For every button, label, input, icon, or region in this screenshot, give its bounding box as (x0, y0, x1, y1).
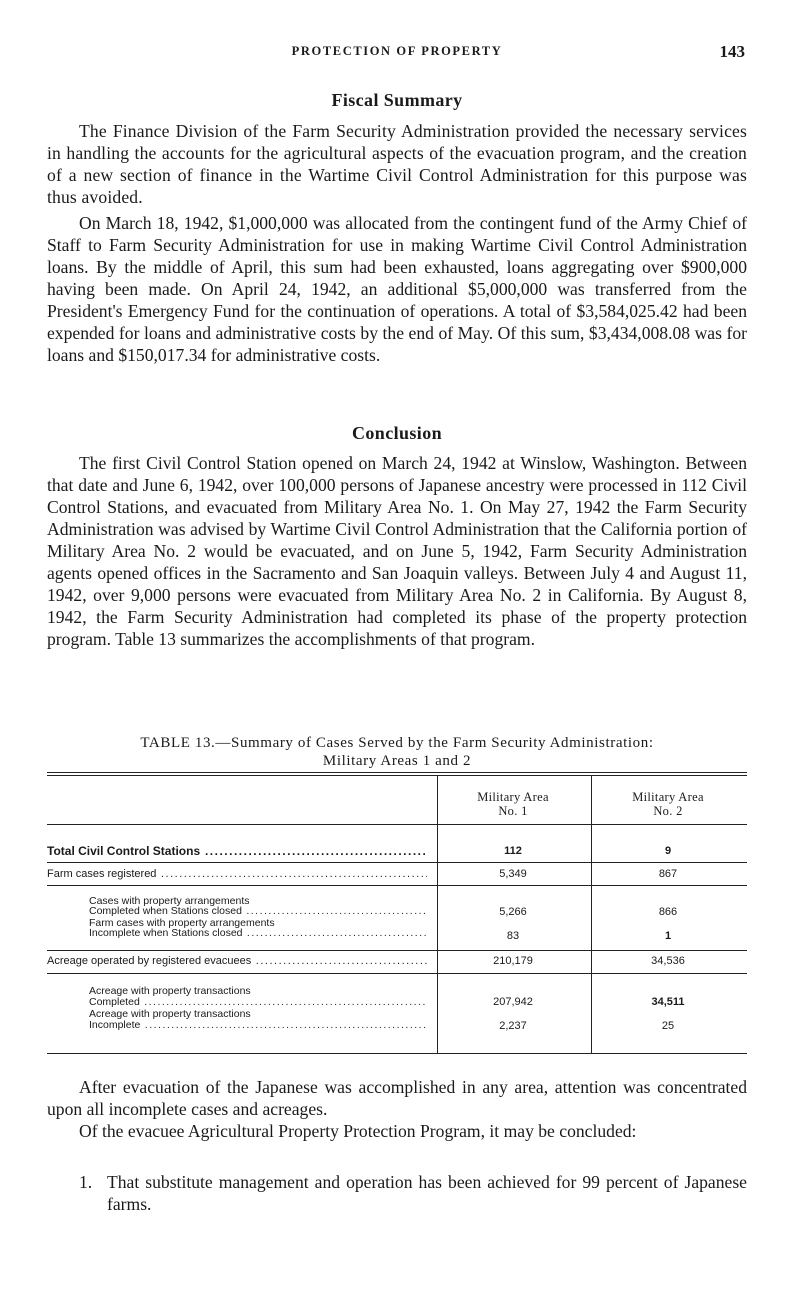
row-label-line-1: Cases with property arrangements (89, 896, 250, 907)
list-item-number: 1. (79, 1172, 93, 1192)
column-header-area-1-line-2: No. 1 (498, 804, 528, 818)
row-value-area-1: 5,266 (499, 906, 527, 918)
fiscal-paragraph-2: On March 18, 1942, $1,000,000 was allocated from the contingent fund of the Army Chief of Staff to Farm Security Administration for use in making Wartime Civil Control Administration loans. By the middle of April, this sum had been exhausted, loans aggregating over $900,000 having been made. On April 24, 1942, an additional $5,000,000 was transferred from the President's Emergency Fund for the continuation of operations. A total of $3,584,025.42 had been expended for loans and administrative costs by the end of May. Of this sum, $3,434,008.08 was for loans and $150,017.34 for administrative costs. (47, 213, 747, 365)
table-header-rule (47, 824, 747, 825)
row-value-area-2: 867 (658, 868, 678, 880)
table-top-rule-2 (47, 775, 747, 776)
row-rule (47, 950, 747, 951)
running-head (47, 44, 747, 66)
row-label-line-1: Acreage with property transactions (89, 986, 251, 997)
column-header-area-2 (593, 790, 743, 818)
row-label-line-1: Farm cases with property arrangements (89, 918, 275, 929)
row-label: Total Civil Control Stations ..... (47, 845, 427, 857)
row-label-line-1: Acreage with property transactions (89, 1009, 251, 1020)
list-item-text: That substitute management and operation has been achieved for 99 percent of Japanese farms. (107, 1172, 747, 1214)
row-label: Farm cases registered ..... (47, 868, 427, 880)
row-value-area-1: 207,942 (493, 996, 533, 1008)
row-label: Acreage operated by registered evacuees ..... (47, 955, 427, 967)
row-label-line-2: Incomplete when Stations closed ..... (89, 928, 427, 939)
row-rule (47, 973, 747, 974)
column-header-area-1-line-1: Military Area (477, 790, 549, 804)
table-caption-line-1: TABLE 13.—Summary of Cases Served by the Farm Security Administration: (140, 735, 654, 751)
table-bottom-rule (47, 1053, 747, 1054)
row-value-area-1: 5,349 (499, 868, 527, 880)
table-column-divider-1 (437, 775, 438, 1053)
table-top-rule (47, 772, 747, 773)
conclusion-heading: Conclusion (351, 423, 443, 443)
fiscal-paragraph-1: The Finance Division of the Farm Security Administration provided the necessary services in handling the accounts for the agricultural aspects of the evacuation program, and the creation of a new section of finance in the Wartime Civil Control Administration for this purpose was thus avoided. (47, 121, 747, 207)
row-label-line-2: Completed when Stations closed ..... (89, 906, 427, 917)
closing-paragraph-2: Of the evacuee Agricultural Property Protection Program, it may be concluded: (79, 1121, 637, 1141)
table-column-divider-2 (591, 775, 592, 1053)
row-value-area-2: 34,536 (651, 955, 685, 967)
row-value-area-2: 1 (664, 930, 672, 942)
row-rule (47, 862, 747, 863)
summary-table (47, 772, 747, 1058)
row-value-area-1: 112 (504, 845, 522, 857)
row-value-area-1: 210,179 (493, 955, 533, 967)
row-value-area-2: 9 (664, 845, 672, 857)
row-value-area-2: 866 (658, 906, 678, 918)
fiscal-summary-heading: Fiscal Summary (331, 90, 463, 110)
running-title: PROTECTION OF PROPERTY (291, 44, 503, 58)
closing-paragraph-1: After evacuation of the Japanese was accomplished in any area, attention was concentrated upon all incomplete cases and acreages. (47, 1077, 747, 1119)
row-label-line-2: Completed ..... (89, 997, 427, 1008)
row-value-area-1: 2,237 (499, 1020, 527, 1032)
book-page (47, 0, 747, 1290)
table-caption-line-2: Military Areas 1 and 2 (322, 753, 472, 769)
page-number: 143 (719, 42, 745, 61)
column-header-area-2-line-1: Military Area (632, 790, 704, 804)
column-header-area-1 (439, 790, 587, 818)
column-header-area-2-line-2: No. 2 (653, 804, 683, 818)
row-value-area-2: 25 (661, 1020, 675, 1032)
row-label-line-2: Incomplete ..... (89, 1020, 427, 1031)
row-rule (47, 885, 747, 886)
row-value-area-2: 34,511 (651, 996, 685, 1008)
row-value-area-1: 83 (506, 930, 520, 942)
conclusion-paragraph: The first Civil Control Station opened on March 24, 1942 at Winslow, Washington. Between that date and June 6, 1942, over 100,000 persons of Japanese ancestry were processed in 112 Civil Control Stations, and evacuated from Military Area No. 1. On May 27, 1942 the Farm Security Administration was advised by Wartime Civil Control Administration that the California portion of Military Area No. 2 would be evacuated, and on June 5, 1942, Farm Security Administration agents opened offices in the Sacramento and San Joaquin valleys. Between July 4 and August 11, 1942, over 9,000 persons were evacuated from Military Area No. 2 in California. By August 8, 1942, the Farm Security Administration had completed its phase of the property protection program. Table 13 summarizes the accomplishments of that program. (47, 453, 747, 649)
